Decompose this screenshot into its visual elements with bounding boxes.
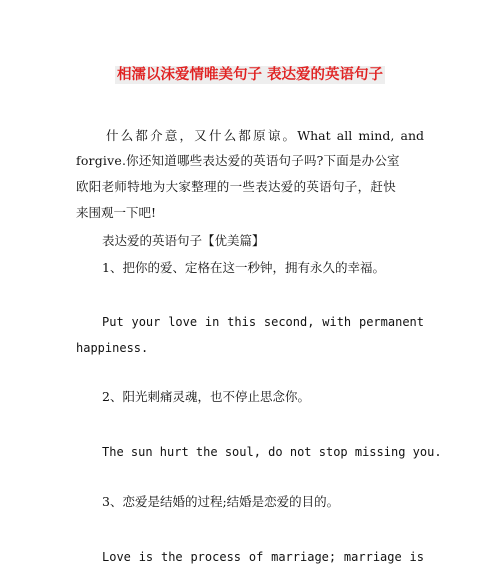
item-1-english-line-2: happiness. [76,341,149,355]
intro-line-2: forgive.你还知道哪些表达爱的英语句子吗?下面是办公室 [76,153,400,168]
document-title-text: 相濡以沫爱情唯美句子 表达爱的英语句子 [116,67,384,83]
item-3-english-line-1: Love is the process of marriage; marriage is [102,550,424,564]
document-title [0,66,500,84]
item-2-english: The sun hurt the soul, do not stop missing you. [102,445,442,459]
item-2-chinese: 2、阳光刺痛灵魂，也不停止思念你。 [102,389,310,404]
item-1-chinese: 1、把你的爱、定格在这一秒钟，拥有永久的幸福。 [102,260,385,275]
section-heading: 表达爱的英语句子【优美篇】 [102,233,265,248]
intro-line-4: 来围观一下吧! [76,205,157,220]
item-1-english-line-1: Put your love in this second, with permanent [102,315,424,329]
item-3-chinese: 3、恋爱是结婚的过程;结婚是恋爱的目的。 [102,494,340,509]
intro-line-1: 什么都介意，又什么都原谅。What all mind, and [106,128,424,143]
intro-line-3: 欧阳老师特地为大家整理的一些表达爱的英语句子，赶快 [76,179,397,194]
